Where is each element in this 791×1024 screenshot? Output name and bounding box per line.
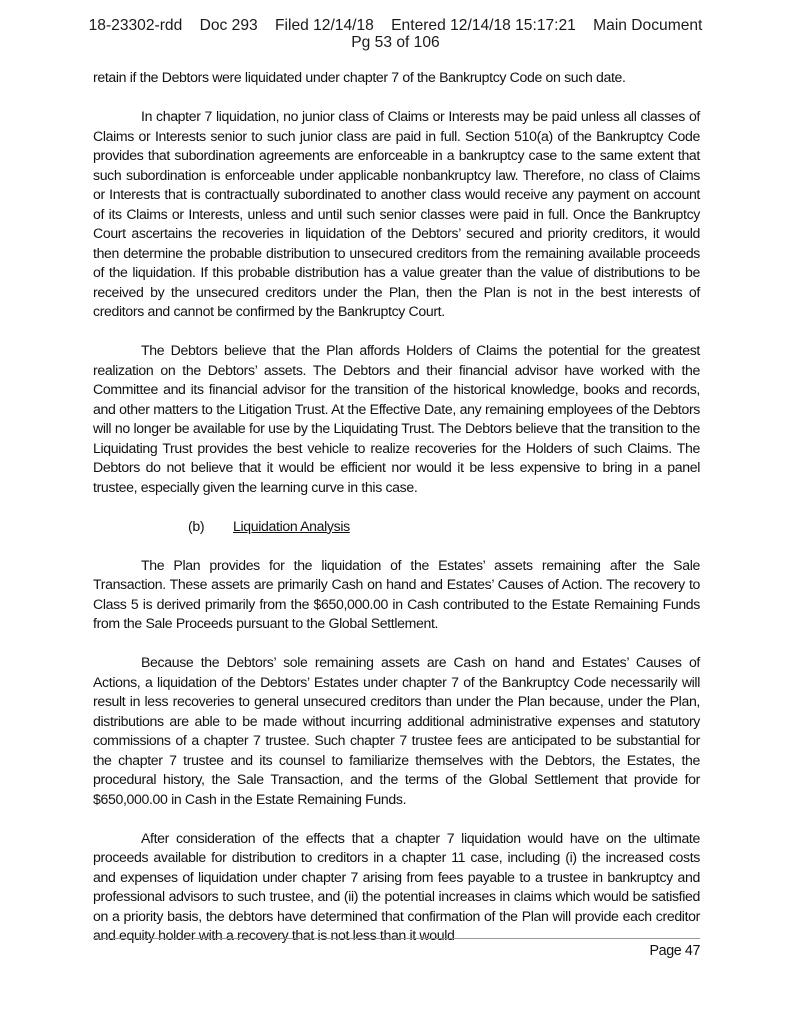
footer-divider: [93, 938, 700, 939]
paragraph-chapter7-priority: In chapter 7 liquidation, no junior class of Claims or Interests may be paid unless all classes of Claims or Interests senior to such junior class are paid in full. Section 510(a) of the Bankruptcy Code provides that subordination agreements are enforceable in a bankruptcy case to the same extent that such subordination is enforceable under applicable nonbankruptcy law. Therefore, no class of Claims or Interests that is contractually subordinated to another class would receive any payment on account of its Claims or Interests, unless and until such senior classes were paid in full. Once the Bankruptcy Court ascertains the recoveries in liquidation of the Debtors’ secured and priority creditors, it would then determine the probable distribution to unsecured creditors from the remaining available proceeds of the liquidation. If this probable distribution has a value greater than the value of distributions to be received by the unsecured creditors under the Plan, then the Plan is not in the best interests of creditors and cannot be confirmed by the Bankruptcy Court.: [93, 108, 700, 319]
court-filing-header: [0, 17, 791, 51]
section-heading: [93, 517, 700, 537]
page-count-line: Pg 53 of 106: [351, 34, 440, 51]
paragraph-remaining-assets: Because the Debtors’ sole remaining assets are Cash on hand and Estates’ Causes of Actions, a liquidation of the Debtors’ Estates under chapter 7 of the Bankruptcy Code necessarily will result in less recoveries to general unsecured creditors than under the Plan because, under the Plan, distributions are able to be made without incurring additional administrative expenses and statutory commissions of a chapter 7 trustee. Such chapter 7 trustee fees are anticipated to be substantial for the chapter 7 trustee and its counsel to familiarize themselves with the Debtors, the Estates, the procedural history, the Sale Transaction, and the terms of the Global Settlement that provide for $650,000.00 in Cash in the Estate Remaining Funds.: [93, 654, 700, 807]
document-body: [93, 68, 700, 946]
paragraph-debtors-belief: The Debtors believe that the Plan affords Holders of Claims the potential for the greatest realization on the Debtors’ assets. The Debtors and their financial advisor have worked with the Committee and its financial advisor for the transition of the historical knowledge, books and records, and other matters to the Litigation Trust. At the Effective Date, any remaining employees of the Debtors will no longer be available for use by the Liquidating Trust. The Debtors believe that the transition to the Liquidating Trust provides the best vehicle to realize recoveries for the Holders of such Claims. The Debtors do not believe that it would be efficient nor would it be less expensive to bring in a panel trustee, especially given the learning curve in this case.: [93, 342, 700, 495]
page-number: Page 47: [649, 943, 700, 959]
paragraph-plan-liquidation: The Plan provides for the liquidation of the Estates’ assets remaining after the Sale Transaction. These assets are primarily Cash on hand and Estates’ Causes of Action. The recovery to Class 5 is derived primarily from the $650,000.00 in Cash contributed to the Estate Remaining Funds from the Sale Proceeds pursuant to the Global Settlement.: [93, 556, 700, 631]
paragraph-effects-consideration: After consideration of the effects that a chapter 7 liquidation would have on the ultimate proceeds available for distribution to creditors in a chapter 11 case, including (i) the increased costs and expenses of liquidation under chapter 7 arising from fees payable to a trustee in bankruptcy and professional advisors to such trustee, and (ii) the potential increases in claims which would be satisfied on a priority basis, the debtors have determined that confirmation of the Plan will provide each creditor and equity holder with a recovery that is not less than it would: [93, 829, 700, 943]
filing-stamp-line: 18-23302-rdd Doc 293 Filed 12/14/18 Entered 12/14/18 15:17:21 Main Document: [88, 17, 703, 34]
section-label: (b): [188, 517, 205, 534]
section-title: Liquidation Analysis: [233, 517, 350, 534]
continued-paragraph: retain if the Debtors were liquidated under chapter 7 of the Bankruptcy Code on such date.: [93, 69, 626, 85]
